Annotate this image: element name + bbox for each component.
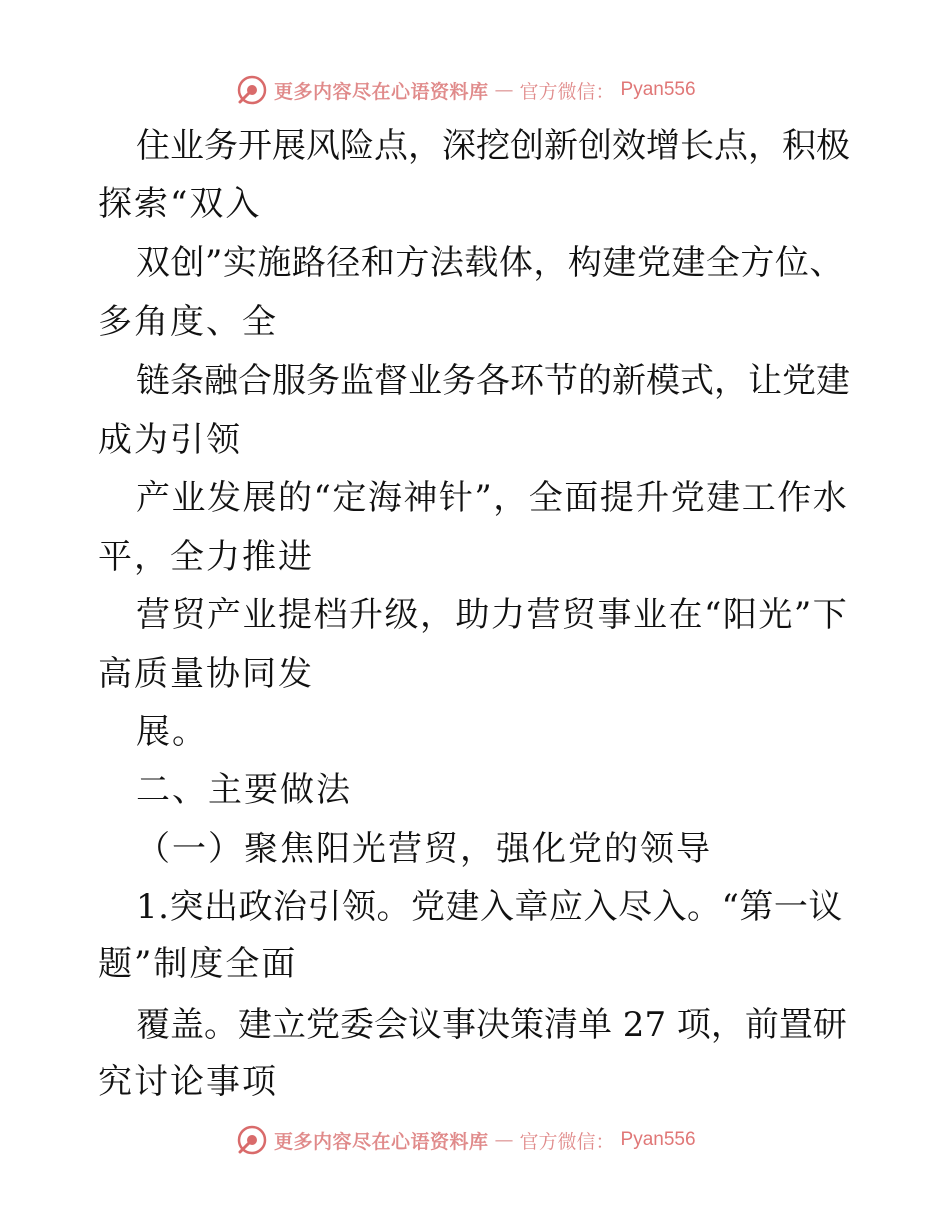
subsection-heading: （一）聚焦阳光营贸，强化党的领导 [136,829,712,869]
body-line: 展。 [136,712,208,752]
pen-logo-icon [236,1124,268,1156]
watermark-main-text: 更多内容尽在心语资料库 [274,80,489,103]
section-heading: 二、主要做法 [136,770,352,810]
body-line: 探索“双入 [98,184,262,224]
body-line: 高质量协同发 [98,654,314,694]
watermark-dash: — [494,79,514,101]
watermark-sub-text: 官方微信： [519,80,615,103]
body-line: 链条融合服务监督业务各环节的新模式，让党建 [136,361,850,401]
body-line: 营贸产业提档升级，助力营贸事业在“阳光”下 [136,595,849,635]
body-line: 究讨论事项 [98,1062,278,1102]
body-line: 双创”实施路径和方法载体，构建党建全方位、 [136,243,844,283]
body-line: 平，全力推进 [98,537,314,577]
body-line: 住业务开展风险点，深挖创新创效增长点，积极 [136,126,850,166]
body-line: 1.突出政治引领。党建入章应入尽入。“第一议 [136,887,843,927]
body-line: 覆盖。建立党委会议事决策清单 27 项，前置研 [136,1005,847,1045]
watermark-id: Pyan556 [620,79,696,100]
header-watermark [236,74,696,106]
body-line: 成为引领 [98,420,242,460]
footer-watermark [236,1124,696,1156]
watermark-sub-text: 官方微信： [519,1130,615,1153]
body-line: 产业发展的“定海神针”，全面提升党建工作水 [136,478,849,518]
watermark-dash: — [494,1129,514,1151]
pen-logo-icon [236,74,268,106]
body-line: 多角度、全 [98,302,278,342]
body-line: 题”制度全面 [98,944,298,984]
watermark-id: Pyan556 [620,1129,696,1150]
watermark-main-text: 更多内容尽在心语资料库 [274,1130,489,1153]
